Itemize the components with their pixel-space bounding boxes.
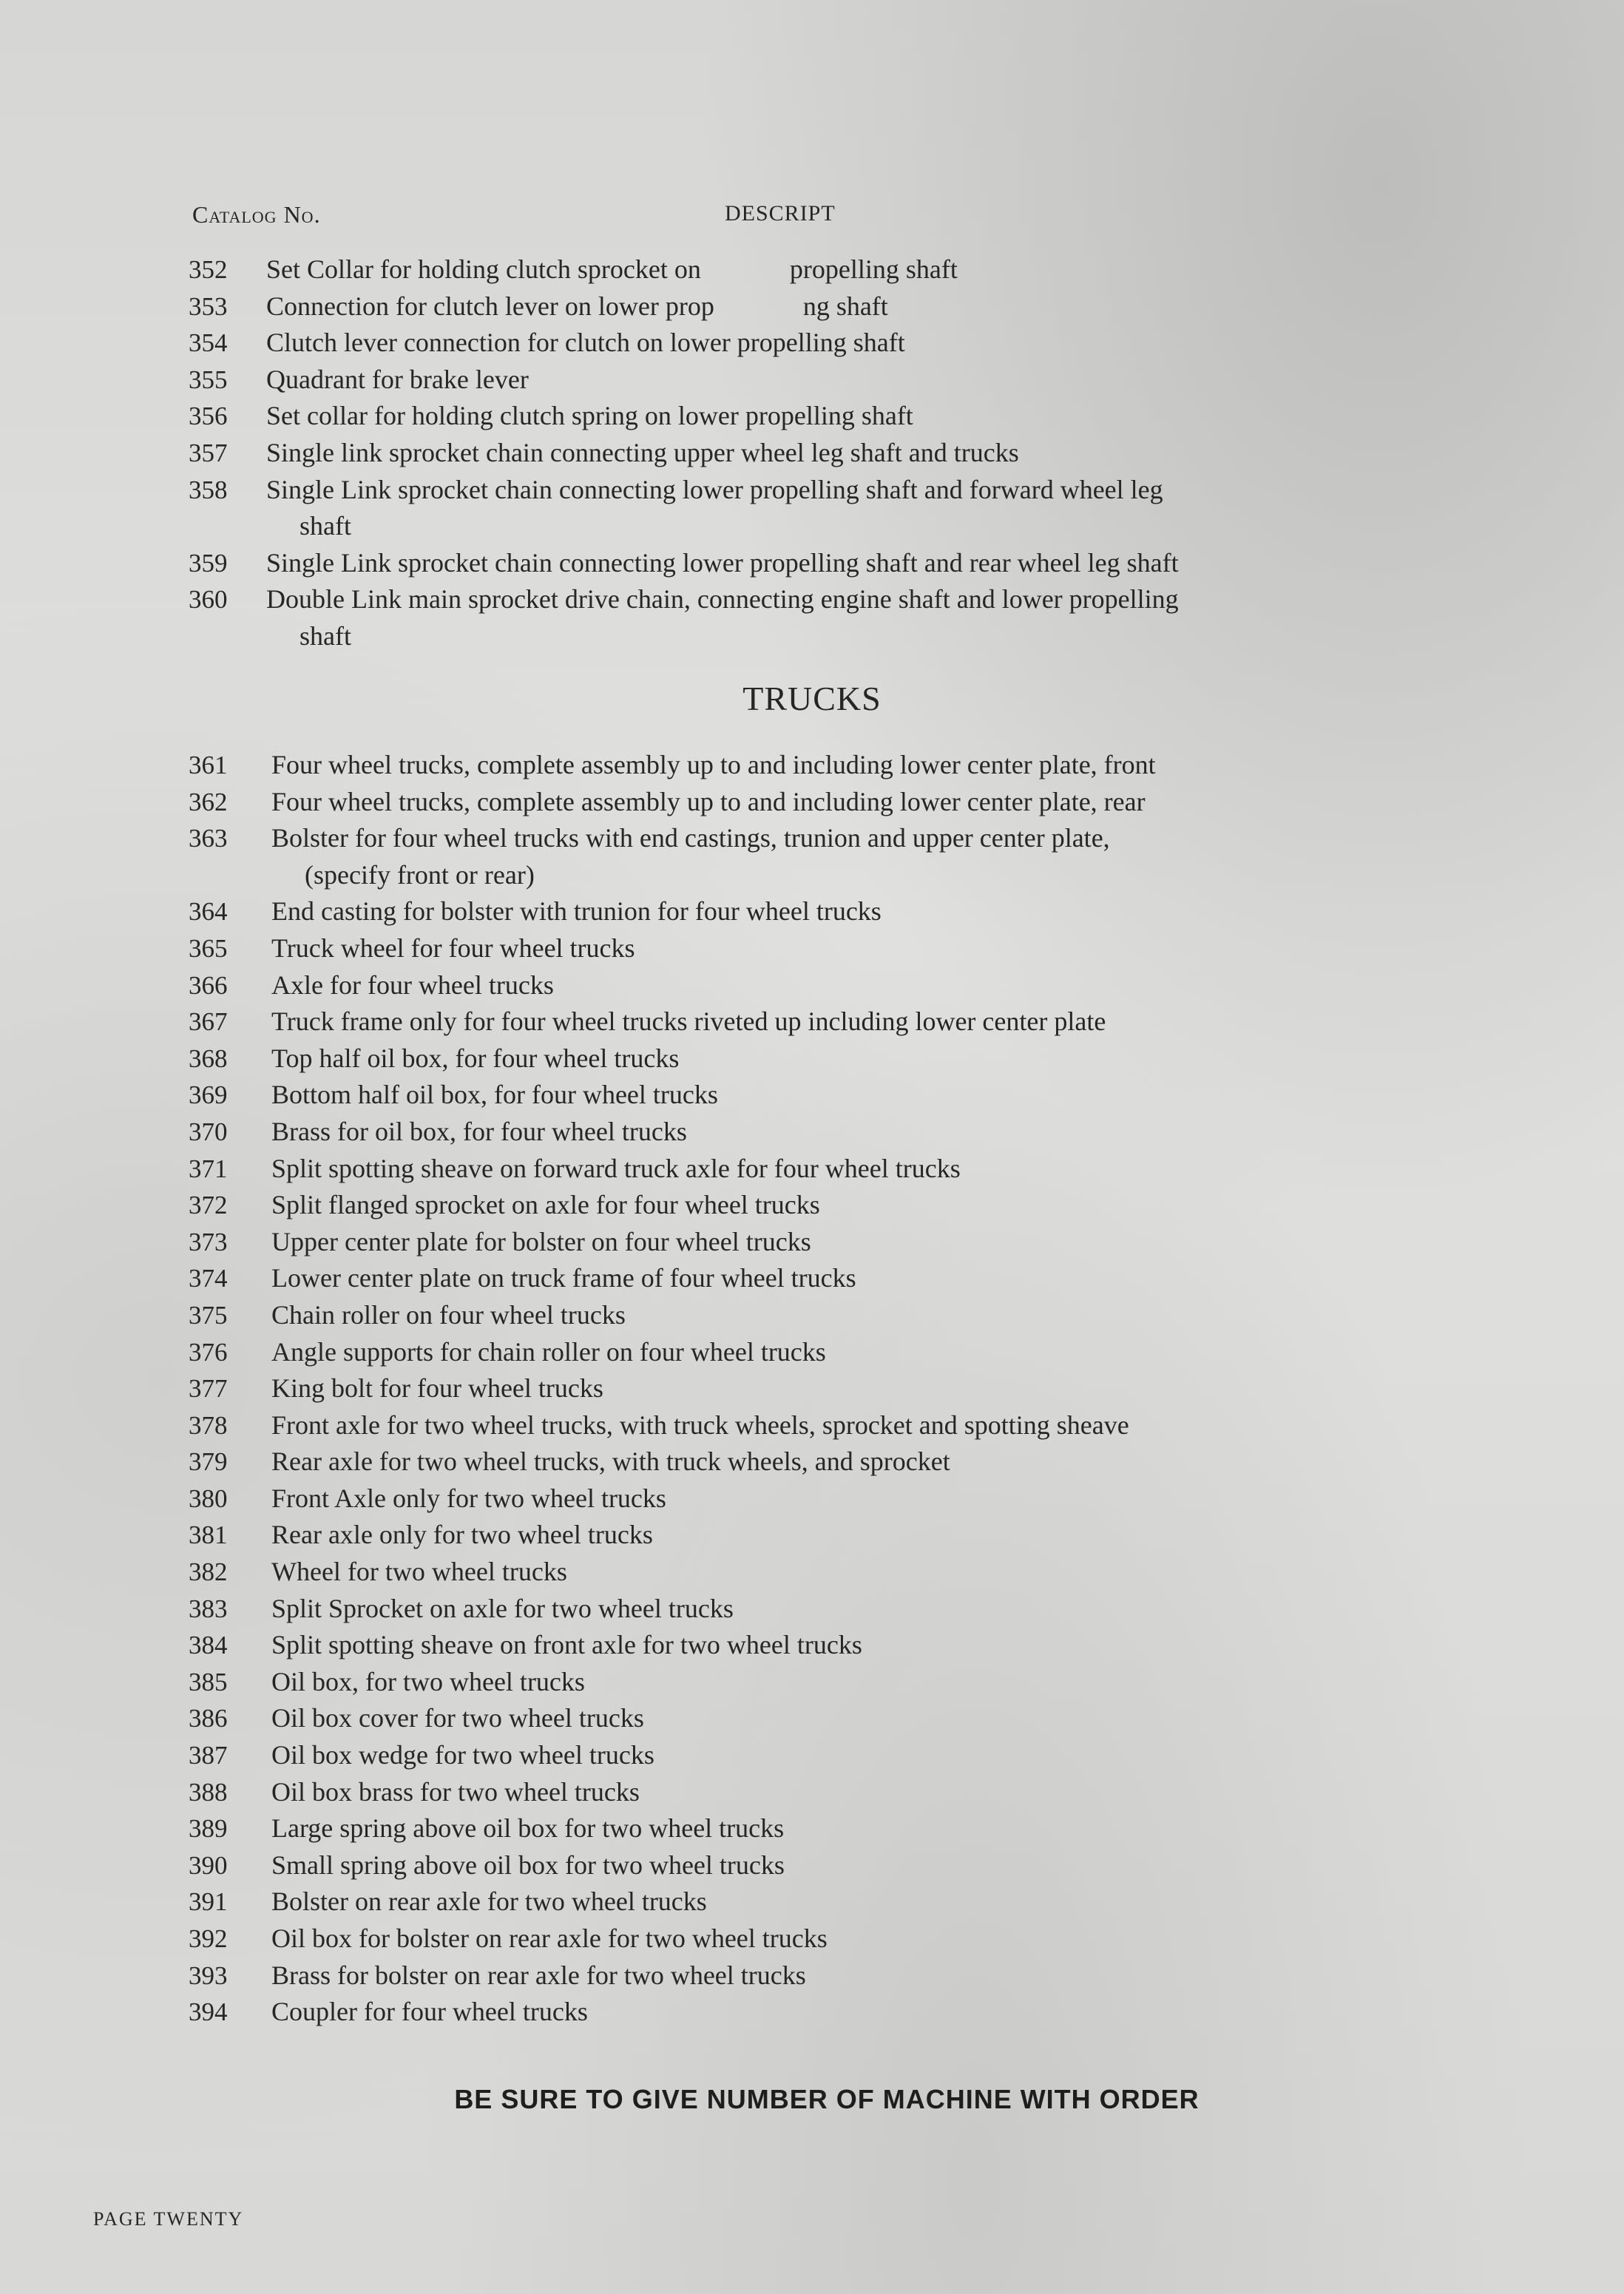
- catalog-number: 361: [189, 751, 228, 779]
- part-description: Truck wheel for four wheel trucks: [271, 933, 635, 963]
- part-description-block: [271, 784, 1416, 821]
- part-description-block: [266, 472, 1416, 545]
- list-item: [189, 1151, 1416, 1188]
- part-description-block: [266, 435, 1416, 472]
- part-description: Oil box, for two wheel trucks: [271, 1666, 585, 1696]
- catalog-number: 357: [189, 438, 228, 467]
- list-item: [189, 1810, 1416, 1847]
- part-description: Split spotting sheave on front axle for two wheel trucks: [271, 1630, 862, 1660]
- part-description-block: [271, 1481, 1416, 1518]
- catalog-number: 375: [189, 1300, 228, 1330]
- part-description-block: [271, 747, 1416, 784]
- part-description-block: [271, 1260, 1416, 1297]
- catalog-number: 363: [189, 824, 228, 853]
- order-notice: BE SURE TO GIVE NUMBER OF MACHINE WITH ORDER: [454, 2084, 1200, 2114]
- part-description: Single link sprocket chain connecting upper wheel leg shaft and trucks: [266, 437, 1019, 467]
- part-description-block: [271, 1700, 1416, 1737]
- list-item: [189, 1041, 1416, 1077]
- list-item: [189, 1591, 1416, 1628]
- part-description-block: [271, 1077, 1416, 1114]
- catalog-number: 392: [189, 1924, 228, 1953]
- list-item: [189, 1664, 1416, 1701]
- part-description: Axle for four wheel trucks: [271, 970, 554, 1000]
- catalog-number: 374: [189, 1264, 228, 1293]
- part-description-block: [266, 581, 1416, 654]
- catalog-number: 387: [189, 1741, 228, 1770]
- list-item: [189, 435, 1416, 472]
- catalog-number: 369: [189, 1080, 228, 1110]
- catalog-number: 354: [189, 328, 228, 358]
- part-description: Oil box for bolster on rear axle for two wheel trucks: [271, 1923, 828, 1953]
- list-item: [189, 1224, 1416, 1261]
- part-description-continued: shaft: [300, 620, 351, 651]
- list-item: [189, 1737, 1416, 1774]
- list-item: [189, 747, 1416, 784]
- part-description-block: [266, 545, 1416, 582]
- catalog-number: 358: [189, 475, 228, 504]
- part-description-block: [271, 1004, 1416, 1041]
- part-description: Set collar for holding clutch spring on lower propelling shaft: [266, 401, 913, 431]
- part-description-block: [271, 1370, 1416, 1407]
- part-description: Clutch lever connection for clutch on lower propelling shaft: [266, 328, 905, 358]
- list-item: [189, 893, 1416, 930]
- list-item: [189, 1370, 1416, 1407]
- part-description-block: [271, 1334, 1416, 1371]
- part-description-block: [271, 1297, 1416, 1334]
- list-item: [189, 1847, 1416, 1884]
- part-description: Single Link sprocket chain connecting lower propelling shaft and forward wheel leg: [266, 474, 1163, 504]
- catalog-number: 385: [189, 1667, 228, 1696]
- list-item: [189, 1077, 1416, 1114]
- list-item: [189, 1884, 1416, 1921]
- part-description: Oil box cover for two wheel trucks: [271, 1703, 644, 1733]
- catalog-number: 376: [189, 1337, 228, 1367]
- list-item: [189, 1700, 1416, 1737]
- part-description-block: [271, 1627, 1416, 1664]
- catalog-number: 353: [189, 291, 228, 321]
- part-description-block: [271, 1114, 1416, 1151]
- catalog-number: 389: [189, 1814, 228, 1844]
- part-description: Wheel for two wheel trucks: [271, 1557, 567, 1587]
- catalog-number: 377: [189, 1374, 228, 1404]
- catalog-number: 360: [189, 585, 228, 615]
- catalog-number: 394: [189, 1997, 228, 2027]
- part-description-block: [266, 288, 1416, 325]
- part-description-block: [271, 1774, 1416, 1811]
- catalog-number: 352: [189, 255, 228, 284]
- part-description-block: [271, 893, 1416, 930]
- catalog-number: 393: [189, 1960, 228, 1990]
- list-item: [189, 1114, 1416, 1151]
- part-description-block: [266, 325, 1416, 362]
- part-description-tail: propelling shaft: [789, 254, 958, 284]
- part-description-block: [271, 967, 1416, 1004]
- parts-list-trucks: [189, 747, 1416, 2031]
- part-description: Split spotting sheave on forward truck axle for four wheel trucks: [271, 1153, 961, 1183]
- part-description: End casting for bolster with trunion for four wheel trucks: [271, 896, 882, 927]
- part-description: Bolster for four wheel trucks with end castings, trunion and upper center plate,: [271, 823, 1110, 853]
- part-description-block: [271, 820, 1416, 893]
- list-item: [189, 1517, 1416, 1554]
- part-description: Rear axle only for two wheel trucks: [271, 1520, 653, 1550]
- catalog-number: 362: [189, 787, 228, 816]
- column-header: [192, 201, 1412, 231]
- part-description-block: [271, 1151, 1416, 1188]
- list-item: [189, 581, 1416, 654]
- catalog-number: 384: [189, 1631, 228, 1660]
- part-description-block: [271, 1407, 1416, 1444]
- catalog-number-heading: Catalog No.: [192, 201, 321, 228]
- part-description-block: [271, 1224, 1416, 1261]
- catalog-number: 390: [189, 1850, 228, 1880]
- part-description: Upper center plate for bolster on four wheel trucks: [271, 1226, 811, 1256]
- part-description-block: [266, 398, 1416, 435]
- part-description: Rear axle for two wheel trucks, with truck wheels, and sprocket: [271, 1447, 950, 1477]
- list-item: [189, 1187, 1416, 1224]
- part-description: Oil box brass for two wheel trucks: [271, 1776, 640, 1807]
- catalog-number: 373: [189, 1227, 228, 1256]
- part-description: Single Link sprocket chain connecting lower propelling shaft and rear wheel leg shaft: [266, 547, 1179, 578]
- part-description-block: [271, 1444, 1416, 1481]
- catalog-number: 381: [189, 1520, 228, 1550]
- part-description: Small spring above oil box for two wheel trucks: [271, 1850, 785, 1880]
- catalog-number: 364: [189, 897, 228, 927]
- list-item: [189, 1004, 1416, 1041]
- section-title-trucks: TRUCKS: [742, 680, 882, 717]
- part-description: Lower center plate on truck frame of four wheel trucks: [271, 1263, 856, 1293]
- catalog-number: 367: [189, 1007, 228, 1037]
- catalog-number: 378: [189, 1410, 228, 1440]
- page-number: PAGE TWENTY: [93, 2208, 244, 2230]
- part-description-block: [271, 1847, 1416, 1884]
- catalog-number: 391: [189, 1887, 228, 1917]
- part-description-block: [271, 1591, 1416, 1628]
- part-description: Four wheel trucks, complete assembly up to and including lower center plate, rear: [271, 786, 1146, 816]
- part-description-block: [271, 1884, 1416, 1921]
- part-description-continued: (specify front or rear): [305, 859, 535, 890]
- list-item: [189, 1958, 1416, 1994]
- part-description: Bolster on rear axle for two wheel trucks: [271, 1887, 707, 1917]
- part-description: Brass for oil box, for four wheel trucks: [271, 1116, 687, 1146]
- list-item: [189, 1297, 1416, 1334]
- list-item: [189, 1334, 1416, 1371]
- list-item: [189, 1481, 1416, 1518]
- part-description: Bottom half oil box, for four wheel trucks: [271, 1080, 718, 1110]
- catalog-number: 386: [189, 1704, 228, 1733]
- part-description-block: [271, 1958, 1416, 1994]
- part-description-continued: shaft: [300, 511, 351, 541]
- part-description: Connection for clutch lever on lower prop: [266, 291, 714, 321]
- part-description: Truck frame only for four wheel trucks riveted up including lower center plate: [271, 1006, 1106, 1037]
- catalog-number: 356: [189, 402, 228, 431]
- catalog-number: 380: [189, 1483, 228, 1513]
- list-item: [189, 1774, 1416, 1811]
- list-item: [189, 1260, 1416, 1297]
- part-description: Split Sprocket on axle for two wheel trucks: [271, 1593, 734, 1623]
- list-item: [189, 288, 1416, 325]
- catalog-number: 370: [189, 1117, 228, 1146]
- part-description-block: [266, 251, 1416, 288]
- part-description: Coupler for four wheel trucks: [271, 1997, 588, 2027]
- part-description: Split flanged sprocket on axle for four wheel trucks: [271, 1190, 820, 1220]
- list-item: [189, 820, 1416, 893]
- part-description: Brass for bolster on rear axle for two wheel trucks: [271, 1960, 806, 1990]
- part-description-block: [271, 1810, 1416, 1847]
- catalog-number: 388: [189, 1777, 228, 1807]
- catalog-number: 372: [189, 1191, 228, 1220]
- list-item: [189, 1554, 1416, 1591]
- part-description: Front axle for two wheel trucks, with truck wheels, sprocket and spotting sheave: [271, 1410, 1129, 1440]
- list-item: [189, 398, 1416, 435]
- part-description: Quadrant for brake lever: [266, 364, 529, 394]
- part-description: Front Axle only for two wheel trucks: [271, 1483, 666, 1513]
- part-description: Set Collar for holding clutch sprocket on: [266, 254, 701, 284]
- part-description: Double Link main sprocket drive chain, connecting engine shaft and lower propelling: [266, 584, 1179, 615]
- catalog-number: 368: [189, 1043, 228, 1073]
- list-item: [189, 1407, 1416, 1444]
- list-item: [189, 545, 1416, 582]
- part-description: Top half oil box, for four wheel trucks: [271, 1043, 680, 1073]
- list-item: [189, 930, 1416, 967]
- catalog-number: 366: [189, 970, 228, 1000]
- part-description: Oil box wedge for two wheel trucks: [271, 1740, 654, 1770]
- part-description-block: [271, 1517, 1416, 1554]
- catalog-number: 382: [189, 1557, 228, 1587]
- description-heading: DESCRIPT: [725, 201, 836, 226]
- part-description: Large spring above oil box for two wheel trucks: [271, 1813, 785, 1844]
- parts-list-drive: [189, 251, 1416, 655]
- part-description-block: [271, 1187, 1416, 1224]
- list-item: [189, 1994, 1416, 2031]
- list-item: [189, 362, 1416, 399]
- catalog-number: 359: [189, 548, 228, 578]
- catalog-number: 355: [189, 365, 228, 394]
- part-description: Four wheel trucks, complete assembly up to and including lower center plate, front: [271, 750, 1156, 779]
- part-description-block: [271, 1921, 1416, 1958]
- part-description-block: [271, 1664, 1416, 1701]
- list-item: [189, 325, 1416, 362]
- part-description-block: [271, 930, 1416, 967]
- list-item: [189, 1444, 1416, 1481]
- list-item: [189, 1627, 1416, 1664]
- part-description-block: [271, 1554, 1416, 1591]
- part-description: Angle supports for chain roller on four wheel trucks: [271, 1336, 826, 1367]
- part-description-block: [271, 1737, 1416, 1774]
- list-item: [189, 472, 1416, 545]
- part-description-tail: ng shaft: [802, 291, 888, 321]
- part-description-block: [271, 1041, 1416, 1077]
- part-description-block: [271, 1994, 1416, 2031]
- catalog-number: 365: [189, 933, 228, 963]
- catalog-number: 371: [189, 1154, 228, 1183]
- list-item: [189, 251, 1416, 288]
- list-item: [189, 1921, 1416, 1958]
- part-description: Chain roller on four wheel trucks: [271, 1299, 626, 1330]
- part-description: King bolt for four wheel trucks: [271, 1373, 603, 1404]
- list-item: [189, 784, 1416, 821]
- catalog-number: 379: [189, 1447, 228, 1477]
- catalog-number: 383: [189, 1594, 228, 1623]
- list-item: [189, 967, 1416, 1004]
- part-description-block: [266, 362, 1416, 399]
